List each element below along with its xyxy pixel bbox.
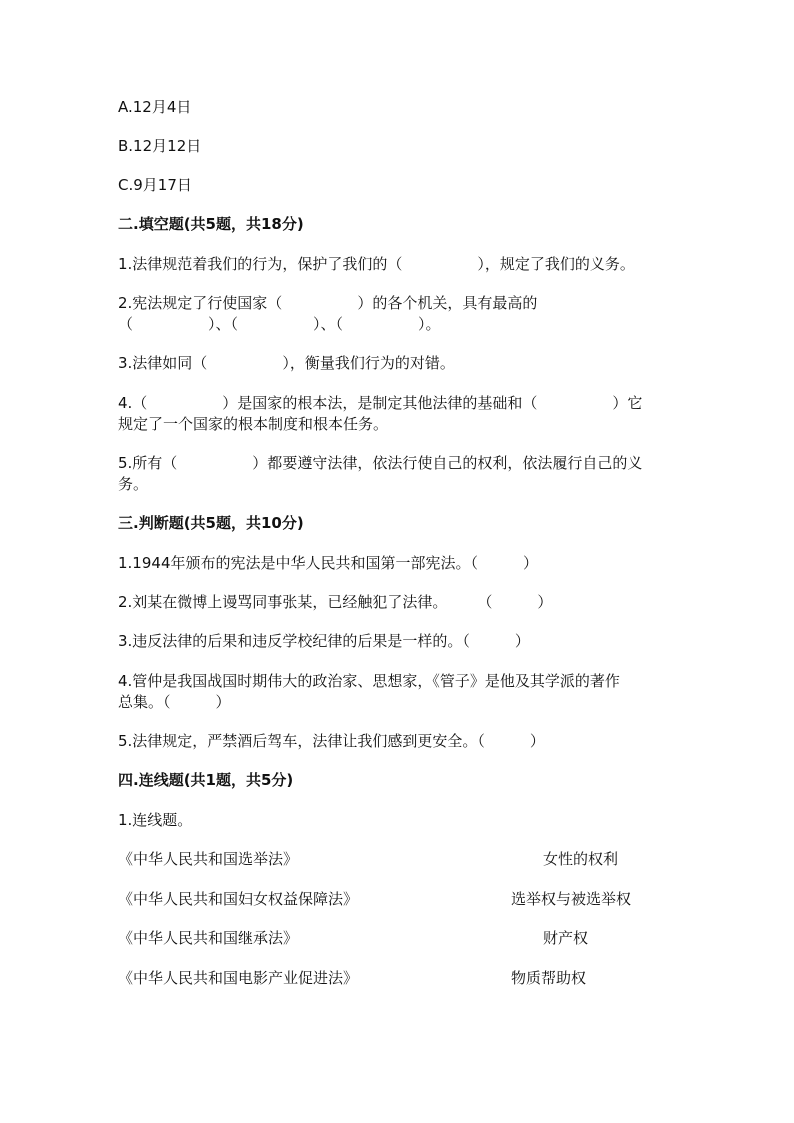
- judge-question-4-line1: 4.管仲是我国战国时期伟大的政治家、思想家，《管子》是他及其学派的著作: [118, 672, 620, 690]
- judge-question-5: 5.法律规定，严禁酒后驾车，法律让我们感到更安全。（ ）: [118, 732, 545, 750]
- fill-question-1: 1.法律规范着我们的行为，保护了我们的（ ），规定了我们的义务。: [118, 255, 635, 273]
- fill-question-2-line1: 2.宪法规定了行使国家（ ）的各个机关，具有最高的: [118, 294, 538, 312]
- judge-question-1: 1.1944年颁布的宪法是中华人民共和国第一部宪法。（ ）: [118, 554, 538, 572]
- judge-question-4-line2: 总集。（ ）: [118, 693, 231, 711]
- match-left-item: 《中华人民共和国电影产业促进法》: [118, 969, 359, 987]
- option-c: C.9月17日: [118, 176, 192, 194]
- match-left-item: 《中华人民共和国妇女权益保障法》: [118, 890, 359, 908]
- fill-question-3: 3.法律如同（ ），衡量我们行为的对错。: [118, 354, 455, 372]
- option-b: B.12月12日: [118, 137, 202, 155]
- option-a: A.12月4日: [118, 98, 192, 116]
- judge-question-3: 3.违反法律的后果和违反学校纪律的后果是一样的。（ ）: [118, 632, 530, 650]
- match-section-heading: 四.连线题(共1题，共5分): [118, 771, 294, 789]
- fill-question-4-line1: 4.（ ）是国家的根本法，是制定其他法律的基础和（ ）它: [118, 394, 643, 412]
- match-right-item: 女性的权利: [543, 850, 619, 868]
- match-right-item: 物质帮助权: [511, 969, 587, 987]
- fill-section-heading: 二.填空题(共5题，共18分): [118, 215, 304, 233]
- judge-section-heading: 三.判断题(共5题，共10分): [118, 514, 304, 532]
- match-left-item: 《中华人民共和国选举法》: [118, 850, 299, 868]
- match-right-item: 选举权与被选举权: [511, 890, 632, 908]
- judge-question-2: 2.刘某在微博上谩骂同事张某，已经触犯了法律。 （ ）: [118, 593, 553, 611]
- fill-question-4-line2: 规定了一个国家的根本制度和根本任务。: [118, 415, 389, 433]
- match-left-item: 《中华人民共和国继承法》: [118, 929, 299, 947]
- match-right-item: 财产权: [543, 929, 589, 947]
- match-prompt: 1.连线题。: [118, 811, 193, 829]
- fill-question-5-line1: 5.所有（ ）都要遵守法律，依法行使自己的权利，依法履行自己的义: [118, 454, 643, 472]
- fill-question-5-line2: 务。: [118, 475, 149, 493]
- fill-question-2-line2: （ ）、（ ）、（ ）。: [118, 315, 441, 333]
